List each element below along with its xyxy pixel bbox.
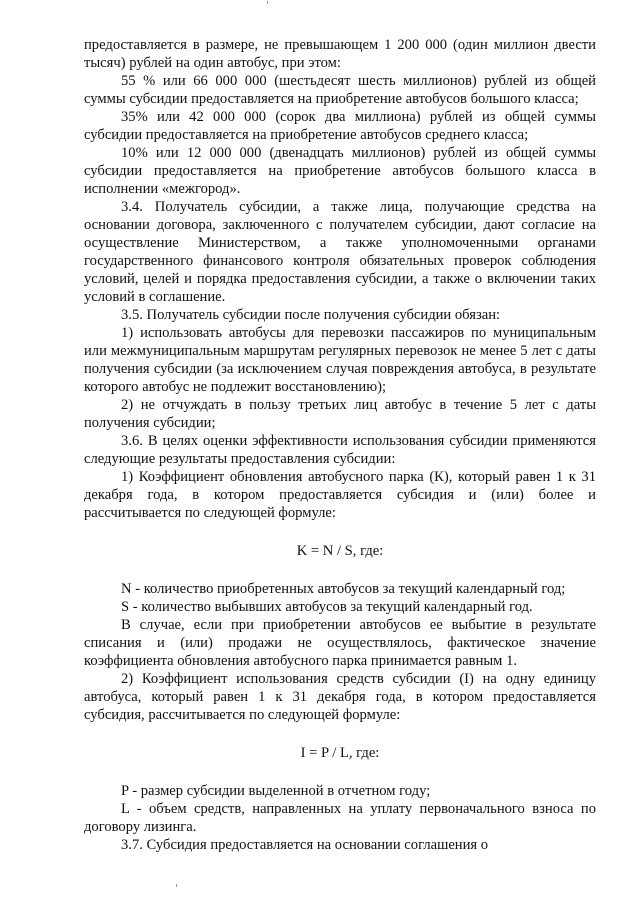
formula-k: K = N / S, где: — [296, 543, 384, 559]
paragraph: 2) не отчуждать в пользу третьих лиц автобус в течение 5 лет с даты получения субсидии; — [84, 397, 596, 431]
paragraph: 1) Коэффициент обновления автобусного парка (К), который равен 1 к 31 декабря года, в котором предоставляется субсидия и (или) более и рассчитывается по следующей формуле: — [84, 469, 596, 521]
paragraph: 2) Коэффициент использования средств субсидии (I) на одну единицу автобуса, который равен 1 к 31 декабря года, в котором предоставляется субсидия, рассчитывается по следующей формуле: — [84, 671, 596, 723]
scan-artifact-top — [267, 1, 268, 4]
paragraph: В случае, если при приобретении автобусов ее выбытие в результате списания и (или) продажи не осуществлялось, фактическое значение коэффициента обновления автобусного парка принимается равным 1. — [84, 617, 596, 669]
text-section-middle — [84, 580, 596, 724]
text-section-bottom — [84, 782, 596, 854]
paragraph: S - количество выбывших автобусов за текущий календарный год. — [121, 599, 533, 615]
paragraph: L - объем средств, направленных на уплату первоначального взноса по договору лизинга. — [84, 801, 596, 835]
paragraph: 3.5. Получатель субсидии после получения субсидии обязан: — [121, 307, 501, 323]
scan-artifact-bottom — [176, 884, 177, 887]
paragraph: 3.6. В целях оценки эффективности использования субсидии применяются следующие результаты предоставления субсидии: — [84, 433, 596, 467]
paragraph: предоставляется в размере, не превышающем 1 200 000 (один миллион двести тысяч) рублей на один автобус, при этом: — [84, 37, 596, 71]
paragraph: 3.7. Субсидия предоставляется на основании соглашения о — [121, 837, 489, 853]
paragraph: P - размер субсидии выделенной в отчетном году; — [121, 783, 431, 799]
paragraph: 35% или 42 000 000 (сорок два миллиона) рублей из общей суммы субсидии предоставляется на приобретение автобусов среднего класса; — [84, 109, 596, 143]
paragraph: 55 % или 66 000 000 (шестьдесят шесть миллионов) рублей из общей суммы субсидии предоставляется на приобретение автобусов большого класса; — [84, 73, 596, 107]
text-section-top — [84, 36, 596, 522]
document-body — [84, 36, 596, 854]
paragraph: 10% или 12 000 000 (двенадцать миллионов) рублей из общей суммы субсидии предоставляется на приобретение автобусов большого класса в исполнении «межгород». — [84, 145, 596, 197]
paragraph: N - количество приобретенных автобусов за текущий календарный год; — [121, 581, 566, 597]
formula-i: I = P / L, где: — [300, 745, 380, 761]
paragraph: 1) использовать автобусы для перевозки пассажиров по муниципальным или межмуниципальным маршрутам регулярных перевозок не менее 5 лет с даты получения субсидии (за исключением случая повреждения автобуса, в результате которого автобус не подлежит восстановлению); — [84, 325, 596, 395]
paragraph: 3.4. Получатель субсидии, а также лица, получающие средства на основании договора, заключенного с получателем субсидии, дают согласие на осуществление Министерством, а также уполномоченными органами государственного финансового контроля обязательных проверок соблюдения условий, целей и порядка предоставления субсидии, а также о включении таких условий в соглашение. — [84, 199, 596, 305]
